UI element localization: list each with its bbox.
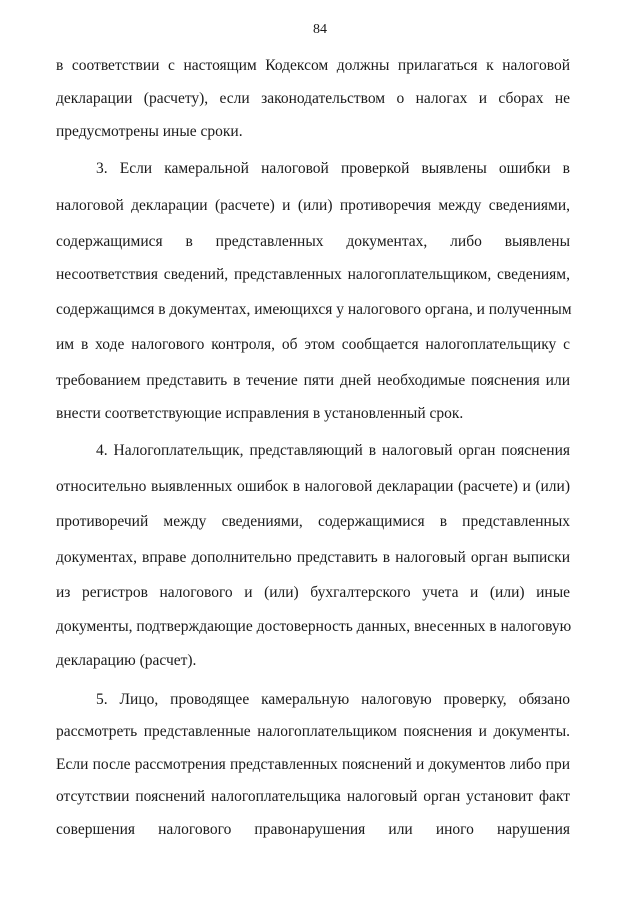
text-line: отсутствии пояснений налогоплательщика налоговый орган установит факт [56,788,570,805]
text-line: относительно выявленных ошибок в налоговой декларации (расчете) и (или) [56,478,570,495]
text-line: декларацию (расчет). [56,652,197,669]
text-line: документах, вправе дополнительно представить в налоговый орган выписки [56,549,570,566]
text-line: в соответствии с настоящим Кодексом должны прилагаться к налоговой [56,57,570,74]
text-line: 5. Лицо, проводящее камеральную налоговую проверку, обязано [96,691,570,708]
text-line: внести соответствующие исправления в установленный срок. [56,405,464,422]
text-line: содержащимся в документах, имеющихся у налогового органа, и полученным [56,301,572,318]
text-line: им в ходе налогового контроля, об этом сообщается налогоплательщику с [56,336,570,353]
text-line: содержащимися в представленных документах, либо выявлены [56,233,570,250]
text-line: рассмотреть представленные налогоплательщиком пояснения и документы. [56,723,570,740]
text-line: несоответствия сведений, представленных налогоплательщиком, сведениям, [56,266,570,283]
text-line: противоречий между сведениями, содержащимися в представленных [56,513,570,530]
text-line: из регистров налогового и (или) бухгалтерского учета и (или) иные [56,584,570,601]
text-line: 3. Если камеральной налоговой проверкой выявлены ошибки в [96,160,570,177]
text-line: 4. Налогоплательщик, представляющий в налоговый орган пояснения [96,442,570,459]
text-line: требованием представить в течение пяти дней необходимые пояснения или [56,372,570,389]
text-line: документы, подтверждающие достоверность данных, внесенных в налоговую [56,618,572,635]
text-line: предусмотрены иные сроки. [56,123,243,140]
text-line: совершения налогового правонарушения или иного нарушения [56,821,570,838]
page-number: 84 [313,22,327,37]
text-line: декларации (расчету), если законодательством о налогах и сборах не [56,90,570,107]
text-line: Если после рассмотрения представленных пояснений и документов либо при [56,756,570,773]
text-line: налоговой декларации (расчете) и (или) противоречия между сведениями, [56,197,570,214]
